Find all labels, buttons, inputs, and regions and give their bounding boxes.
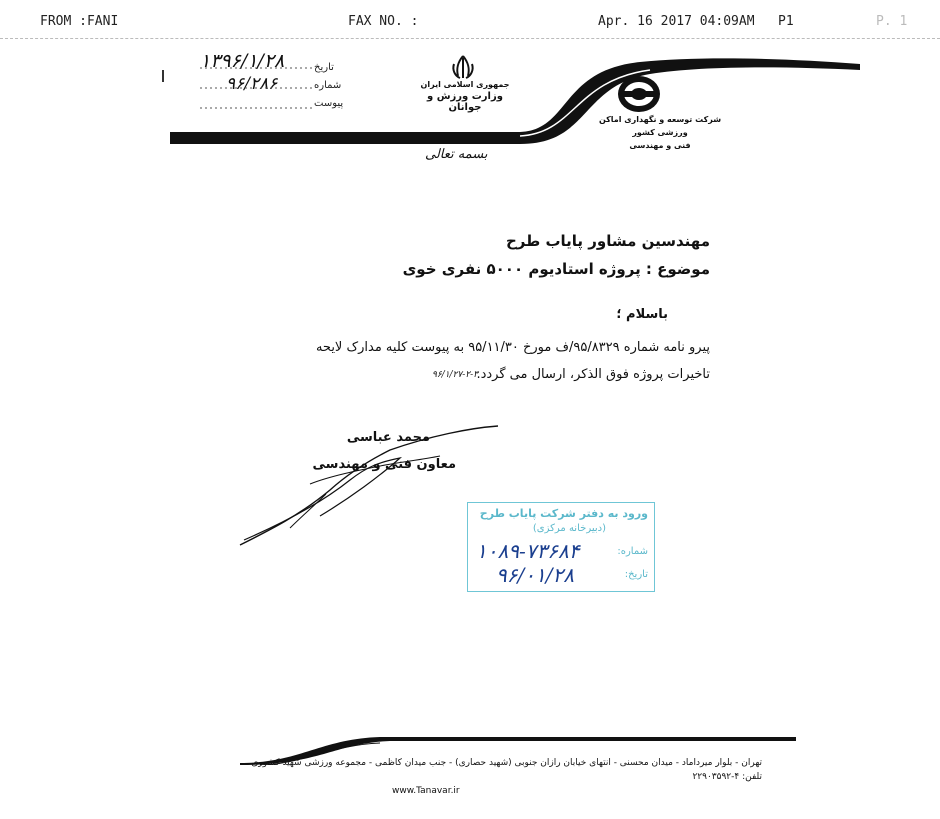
field-dotted-lines [196,66,316,114]
number-label: شماره [314,80,342,91]
stamp-subtitle: (دبیرخانه مرکزی) [532,523,606,534]
signatory-name: محمد عباسی [346,430,430,445]
number-value: ۹۶/۲۸۶ [226,74,278,94]
body-line-1: پیرو نامه شماره ۹۵/۸۳۲۹/ف مورخ ۹۵/۱۱/۳۰ به پیوست کلیه مدارک لایحه [315,340,710,355]
fax-from: FROM :FANI [40,14,119,29]
ministry-emblem-icon [446,54,480,82]
fax-faint-mark: P. 1 [876,14,908,29]
footer-website: www.Tanavar.ir [392,786,460,796]
bismillah: بسمه تعالی [425,147,488,162]
company-line2: فنی و مهندسی [629,141,691,150]
signatory-title: معاون فنی و مهندسی [312,457,456,472]
date-value: ۱۳۹۶/۱/۲۸ [200,50,285,72]
fax-datetime: Apr. 16 2017 04:09AM [598,14,755,29]
footer-phone: تلفن: ۴-۲۲۹۰۳۵۹۲ [692,772,762,782]
addressee: مهندسین مشاور پایاب طرح [505,232,710,250]
stamp-number-label: شماره: [617,546,648,557]
greeting: باسلام ؛ [616,307,668,322]
stamp-title: ورود به دفتر شرکت پایاب طرح [479,507,648,520]
margin-mark [162,70,164,82]
company-name [585,113,735,152]
stamp-date-label: تاریخ: [624,569,648,580]
reception-stamp [467,502,655,592]
stamp-number-value: ۱۰۸۹-۷۳۶۸۴ [476,539,580,563]
ministry-name: وزارت ورزش و جوانان [427,91,503,113]
attachment-label: پیوست [314,98,344,109]
date-label: تاریخ [314,62,334,73]
fax-number: FAX NO. : [348,14,419,29]
fax-separator [0,38,940,39]
ministry-line1: جمهوری اسلامی ایران [420,80,510,89]
fax-header [0,14,940,34]
fax-page: P1 [778,14,794,29]
body-line-2: تاخیرات پروژه فوق الذکر، ارسال می گردد. [476,367,710,382]
subject: موضوع : پروژه استادیوم ۵۰۰۰ نفری خوی [402,260,710,278]
company-logo-icon [616,74,662,114]
company-line1: شرکت توسعه و نگهداری اماکن ورزشی کشور [598,115,722,137]
footer-address: تهران - بلوار میرداماد - میدان محسنی - انتهای خیابان رازان جنوبی (شهید حصاری) - جنب میدان کاظمی - مجموعه ورزشی شهید کشوری [251,758,762,768]
handwritten-annotation: ۹۶/۱/۲۷-۲-۳ [432,370,478,380]
stamp-date-value: ۹۶/۰۱/۲۸ [496,563,574,587]
